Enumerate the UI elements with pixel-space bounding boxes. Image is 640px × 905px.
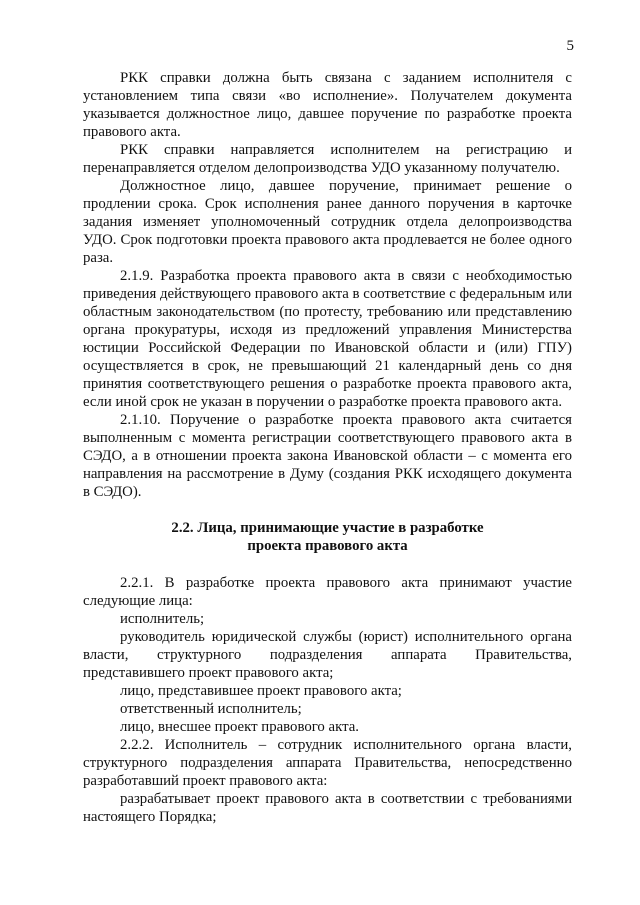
paragraph: РКК справки направляется исполнителем на регистрацию и перенаправляется отделом делопроизводства УДО указанному получателю.	[83, 142, 572, 176]
list-item: исполнитель;	[120, 611, 205, 627]
paragraph: 2.2.1. В разработке проекта правового акта принимают участие следующие лица:	[83, 575, 572, 609]
section-heading-line: 2.2. Лица, принимающие участие в разработке	[171, 520, 484, 536]
paragraph: 2.1.9. Разработка проекта правового акта в связи с необходимостью приведения действующего правового акта в соответствие с федеральным или областным законодательством (по протесту, требованию или представлению органа прокуратуры, исходя из предложений управления Министерства юстиции Российской Федерации по Ивановской области и (или) ГПУ) осуществляется в срок, не превышающий 21 календарный день со дня принятия соответствующего решения о разработке проекта правового акта, если иной срок не указан в поручении о разработке проекта правового акта.	[83, 268, 572, 410]
document-body	[83, 69, 572, 826]
paragraph: 2.1.10. Поручение о разработке проекта правового акта считается выполненным с момента регистрации соответствующего правового акта в СЭДО, а в отношении проекта закона Ивановской области – с момента его направления на рассмотрение в Думу (создания РКК исходящего документа в СЭДО).	[83, 412, 572, 500]
paragraph: РКК справки должна быть связана с заданием исполнителя с установлением типа связи «во исполнение». Получателем документа указывается должностное лицо, давшее поручение по разработке проекта правового акта.	[83, 70, 572, 140]
list-item: ответственный исполнитель;	[120, 701, 302, 717]
list-item: лицо, представившее проект правового акта;	[120, 683, 402, 699]
section-heading-line: проекта правового акта	[247, 538, 408, 554]
section-heading	[83, 519, 572, 555]
list-item: лицо, внесшее проект правового акта.	[120, 719, 360, 735]
paragraph: 2.2.2. Исполнитель – сотрудник исполнительного органа власти, структурного подразделения аппарата Правительства, непосредственно разработавший проект правового акта:	[83, 737, 572, 789]
list-item: разрабатывает проект правового акта в соответствии с требованиями настоящего Порядка;	[83, 791, 572, 825]
paragraph: Должностное лицо, давшее поручение, принимает решение о продлении срока. Срок исполнения ранее данного поручения в карточке задания изменяет уполномоченный сотрудник отдела делопроизводства УДО. Срок подготовки проекта правового акта продлевается не более одного раза.	[83, 178, 572, 266]
page-number: 5	[566, 38, 574, 54]
list-item: руководитель юридической службы (юрист) исполнительного органа власти, структурного подразделения аппарата Правительства, представившего проект правового акта;	[83, 629, 572, 681]
